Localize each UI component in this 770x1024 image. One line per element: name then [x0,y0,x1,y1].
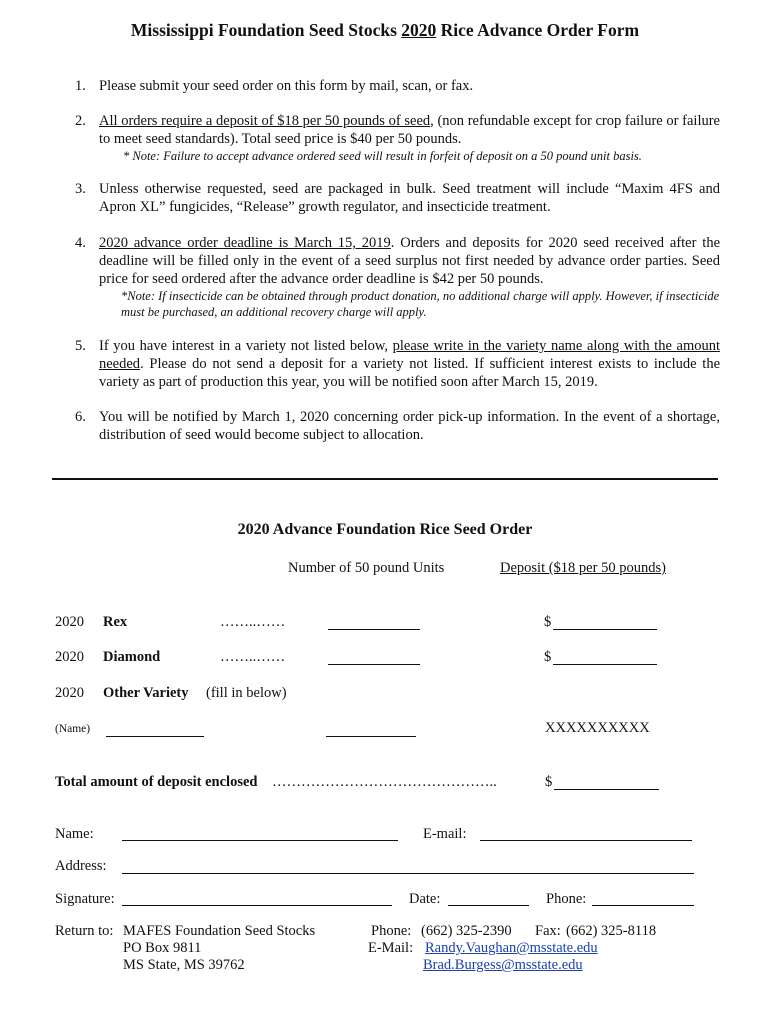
date-field-label: Date: [409,891,441,907]
email-link-brad[interactable]: Brad.Burgess@msstate.edu [423,957,583,973]
rex-units-field[interactable] [328,629,420,630]
phone-field[interactable] [592,905,694,906]
instruction-item-3: 3. Unless otherwise requested, seed are packaged in bulk. Seed treatment will include “Maxim 4FS and Apron XL” fungicides, “Release” growth regulator, and insecticide treatment. [75,181,720,215]
diamond-deposit-field[interactable] [553,664,657,665]
dollar-sign: $ [544,649,552,665]
rex-deposit-field[interactable] [553,629,657,630]
deposit-column-header: Deposit ($18 per 50 pounds) [500,560,666,576]
fill-in-hint: (fill in below) [206,685,287,701]
signature-field-label: Signature: [55,891,115,907]
instruction-item-1: 1. Please submit your seed order on this form by mail, scan, or fax. [75,78,474,94]
instruction-item-4: 4. 2020 advance order deadline is March 15, 2019. Orders and deposits for 2020 seed received after the deadline will be filled only in the event of a seed surplus not first needed by advance order parties. Seed price for seed ordered after the advance order deadline is $42 per 50 pounds. *Note: If insecticide can be obtained through product donation, no additional charge will apply. However, if insecticide must be purchased, an additional recovery charge will apply. [75,235,721,319]
name-field[interactable] [122,840,398,841]
instruction-item-6: 6. You will be notified by March 1, 2020 concerning order pick-up information. In the event of a shortage, distribution of seed would become subject to allocation. [75,409,720,443]
date-field[interactable] [448,905,529,906]
diamond-units-field[interactable] [328,664,420,665]
total-deposit-label: Total amount of deposit enclosed [55,774,258,790]
leader-dots: ……..…… [220,614,286,630]
name-field-label: Name: [55,826,94,842]
contact-phone: (662) 325-2390 [421,923,512,939]
return-org: MAFES Foundation Seed Stocks [123,923,316,939]
no-deposit-marker: XXXXXXXXXX [545,720,650,736]
leader-dots: ……………………………………….. [272,774,497,790]
return-city: MS State, MS 39762 [123,957,245,973]
leader-dots: ……..…… [220,649,286,665]
insecticide-note: *Note: If insecticide can be obtained through product donation, no additional charge will apply. However, if insecticide must be purchased, an additional recovery charge will apply. [121,289,720,319]
address-field-label: Address: [55,858,107,874]
order-row-year: 2020 [55,649,84,665]
variety-rex: Rex [103,614,128,630]
order-row-year: 2020 [55,614,84,630]
variety-diamond: Diamond [103,649,161,665]
contact-fax-label: Fax: [535,923,561,939]
instruction-item-5: 5. If you have interest in a variety not listed below, please write in the variety name along with the amount needed. Please do not send a deposit for a variety not listed. If sufficient interest exists to include the variety as part of production this year, you will be notified soon after March 15, 2019. [75,338,721,390]
section-divider [52,478,718,480]
address-field[interactable] [122,873,694,874]
dollar-sign: $ [545,774,553,790]
contact-phone-label: Phone: [371,923,412,939]
order-row-year: 2020 [55,685,84,701]
units-column-header: Number of 50 pound Units [288,560,445,576]
contact-email-label: E-Mail: [368,940,414,956]
email-link-randy[interactable]: Randy.Vaughan@msstate.edu [425,940,598,956]
page-title: Mississippi Foundation Seed Stocks 2020 Rice Advance Order Form [130,20,640,40]
return-po-box: PO Box 9811 [123,940,202,956]
contact-fax: (662) 325-8118 [566,923,657,939]
deposit-note: * Note: Failure to accept advance ordered seed will result in forfeit of deposit on a 50 pound unit basis. [123,149,642,163]
signature-field[interactable] [122,905,392,906]
variety-other: Other Variety [103,685,189,701]
dollar-sign: $ [544,614,552,630]
name-label: (Name) [55,723,91,735]
phone-field-label: Phone: [546,891,587,907]
order-title: 2020 Advance Foundation Rice Seed Order [237,521,533,538]
other-variety-name-field[interactable] [106,736,204,737]
other-variety-units-field[interactable] [326,736,416,737]
email-field-label: E-mail: [423,826,467,842]
instruction-item-2: 2. All orders require a deposit of $18 per 50 pounds of seed, (non refundable except for crop failure or failure to meet seed standards). Total seed price is $40 per 50 pounds. * Note: Failure to accept advance ordered seed will result in forfeit of deposit on a 50 pound unit basis. [75,113,720,163]
total-deposit-field[interactable] [554,789,659,790]
return-to-label: Return to: [55,923,114,939]
email-field[interactable] [480,840,692,841]
